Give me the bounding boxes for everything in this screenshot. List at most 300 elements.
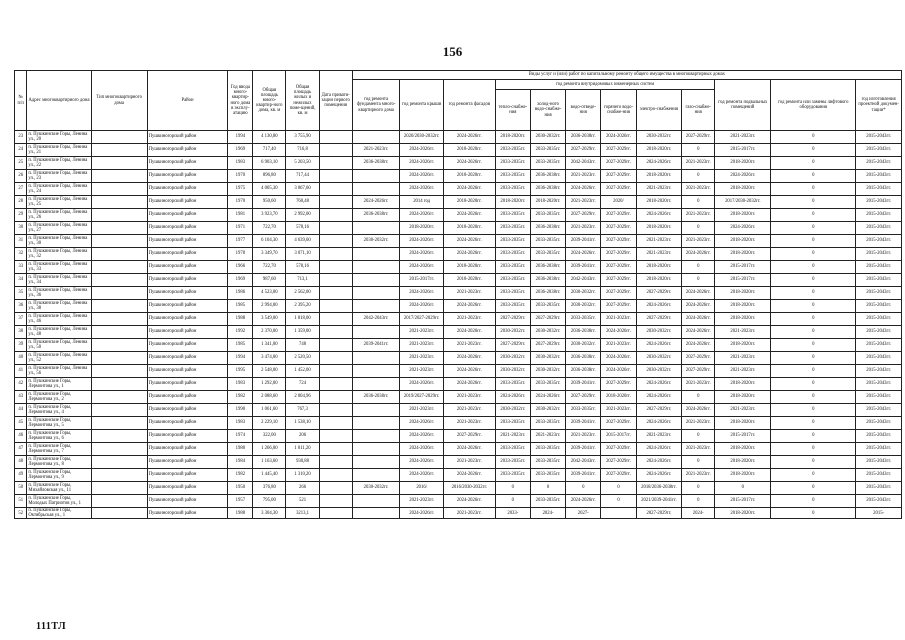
cell-facade: 2024-2026гг.	[443, 326, 495, 339]
cell-facade: 2024-2026гг.	[443, 378, 495, 391]
cell-year-built: 1985	[228, 339, 253, 352]
cell-facade: 2024-2026гг.	[443, 352, 495, 365]
cell-district: Пушкиногорский район	[147, 352, 228, 365]
cell-year-built: 1988	[228, 313, 253, 326]
cell-cold-water: 2036-2038гг.	[530, 287, 565, 300]
cell-foundation	[352, 248, 400, 261]
cell-heating: 2033-2035гг.	[495, 300, 530, 313]
cell-roof: 2021-2023гг.	[400, 365, 444, 378]
cell-foundation: 2036-2038гг.	[352, 209, 400, 222]
cell-elevator: 0	[771, 495, 856, 508]
cell-hot-water: 2027-2029гг.	[601, 287, 636, 300]
cell-address: п. Пушкинские Горы, Ленина ул., 30	[27, 235, 91, 248]
cell-num: 23	[15, 131, 27, 144]
cell-basement: 2018-2020гг.	[715, 287, 771, 300]
cell-foundation: 2030-2032гг.	[352, 235, 400, 248]
cell-design-doc: 2015-2043гг.	[856, 326, 902, 339]
cell-facade: 2018-2020гг.	[443, 222, 495, 235]
cell-living-area: 1 538,10	[286, 417, 319, 430]
table-row	[15, 482, 902, 495]
cell-sewerage: 2039-2041гг.	[566, 469, 601, 482]
cell-year-built: 1970	[228, 196, 253, 209]
cell-district: Пушкиногорский район	[147, 157, 228, 170]
cell-electricity: 2027-2029гг.	[636, 404, 682, 417]
cell-roof: 2024-2026гг.	[400, 300, 444, 313]
cell-cold-water: 2033-2035гг.	[530, 378, 565, 391]
cell-foundation	[352, 131, 400, 144]
cell-type	[91, 261, 147, 274]
cell-roof: 2024-2026гг.	[400, 157, 444, 170]
cell-total-area: 950,60	[253, 196, 286, 209]
cell-type	[91, 287, 147, 300]
cell-foundation	[352, 287, 400, 300]
cell-cold-water: 2036-2038гг.	[530, 222, 565, 235]
cell-district: Пушкиногорский район	[147, 365, 228, 378]
cell-elevator: 0	[771, 209, 856, 222]
cell-living-area: 521	[286, 495, 319, 508]
cell-electricity: 2018-2020гг.	[636, 222, 682, 235]
cell-cold-water: 2033-2035гг.	[530, 456, 565, 469]
cell-heating: 2033-2035гг.	[495, 417, 530, 430]
cell-electricity: 2021-2023гг.	[636, 430, 682, 443]
cell-electricity: 2024-2026гг.	[636, 339, 682, 352]
cell-gas: 2027-2029гг.	[682, 131, 715, 144]
cell-basement: 2015-2017гг.	[715, 144, 771, 157]
cell-elevator: 0	[771, 469, 856, 482]
cell-cold-water: 2033-2035гг.	[530, 157, 565, 170]
cell-district: Пушкиногорский район	[147, 170, 228, 183]
cell-total-area: 4 130,80	[253, 131, 286, 144]
cell-district: Пушкиногорский район	[147, 430, 228, 443]
table-row	[15, 508, 902, 519]
cell-roof: 2024-2026гг.	[400, 209, 444, 222]
cell-heating: 2018-2020гг.	[495, 196, 530, 209]
cell-cold-water: 2033-2035гг.	[530, 300, 565, 313]
cell-electricity: 2018-2020гг.	[636, 274, 682, 287]
cell-cold-water: 2033-2035гг.	[530, 209, 565, 222]
cell-foundation	[352, 404, 400, 417]
cell-year-built: 1983	[228, 378, 253, 391]
cell-total-area: 1 341,00	[253, 339, 286, 352]
cell-foundation	[352, 274, 400, 287]
cell-foundation	[352, 430, 400, 443]
cell-facade: 2027-2029гг.	[443, 430, 495, 443]
cell-sewerage: 2021-2023гг.	[566, 170, 601, 183]
col-header-district: Район	[147, 71, 228, 131]
cell-elevator: 0	[771, 196, 856, 209]
cell-heating: 2033-2035гг.	[495, 261, 530, 274]
table-row	[15, 391, 902, 404]
cell-design-doc: 2015-	[856, 508, 902, 519]
cell-roof: 2024-2026гг.	[400, 508, 444, 519]
cell-type	[91, 417, 147, 430]
cell-sewerage: 2027-	[566, 508, 601, 519]
cell-foundation	[352, 417, 400, 430]
cell-design-doc: 2015-2043гг.	[856, 300, 902, 313]
cell-privatization-date	[319, 183, 352, 196]
table-row	[15, 300, 902, 313]
cell-num: 31	[15, 235, 27, 248]
cell-gas: 2021-2023гг.	[682, 378, 715, 391]
cell-total-area: 795,00	[253, 495, 286, 508]
cell-address: п. Пушкинские Горы, Лермонтова ул., 6	[27, 430, 91, 443]
cell-design-doc: 2015-2043гг.	[856, 378, 902, 391]
table-row	[15, 339, 902, 352]
cell-heating: 0	[495, 482, 530, 495]
col-header-total-area: Общая площадь много-квартир-ного дома, кв. м	[253, 71, 286, 131]
cell-roof: 2019/2027-2029гг.	[400, 391, 444, 404]
cell-gas: 2024-2026гг.	[682, 300, 715, 313]
cell-hot-water: 2027-2029гг.	[601, 222, 636, 235]
cell-num: 42	[15, 378, 27, 391]
cell-heating: 2030-2032гг.	[495, 326, 530, 339]
cell-basement: 2018-2020гг.	[715, 417, 771, 430]
cell-facade: 2024-2026гг.	[443, 248, 495, 261]
cell-gas: 2021-2023гг.	[682, 469, 715, 482]
cell-cold-water: 2033-2035гг.	[530, 144, 565, 157]
cell-hot-water: 2027-2029гг.	[601, 248, 636, 261]
table-row	[15, 131, 902, 144]
cell-privatization-date	[319, 196, 352, 209]
cell-sewerage: 2033-2035гг.	[566, 313, 601, 326]
cell-privatization-date	[319, 495, 352, 508]
cell-design-doc: 2015-2043гг.	[856, 391, 902, 404]
cell-num: 41	[15, 365, 27, 378]
cell-num: 45	[15, 417, 27, 430]
col-header-basement: год ремонта подвальных помещений	[715, 80, 771, 131]
cell-heating: 2033-2035гг.	[495, 378, 530, 391]
cell-foundation: 2036-2038гг.	[352, 157, 400, 170]
cell-type	[91, 404, 147, 417]
cell-electricity: 2024-2026гг.	[636, 300, 682, 313]
cell-district: Пушкиногорский район	[147, 144, 228, 157]
cell-privatization-date	[319, 391, 352, 404]
cell-sewerage: 2033-2035гг.	[566, 404, 601, 417]
cell-electricity: 2021/2039-2041гг.	[636, 495, 682, 508]
cell-facade: 2021-2023гг.	[443, 508, 495, 519]
cell-district: Пушкиногорский район	[147, 222, 228, 235]
cell-facade: 2018-2020гг.	[443, 196, 495, 209]
cell-privatization-date	[319, 469, 352, 482]
cell-foundation	[352, 443, 400, 456]
cell-electricity: 2024-2026гг.	[636, 469, 682, 482]
cell-address: п. Пушкинские Горы, Лермонтова ул., 4	[27, 404, 91, 417]
footer-mark: 111ТЛ	[36, 621, 67, 632]
cell-hot-water: 2027-2029гг.	[601, 209, 636, 222]
cell-address: п. Пушкинские Горы, Ленина ул., 36	[27, 287, 91, 300]
cell-electricity: 2027-2029гг.	[636, 508, 682, 519]
cell-living-area: 3 071,10	[286, 248, 319, 261]
cell-basement: 2021-2023гг.	[715, 326, 771, 339]
cell-type	[91, 365, 147, 378]
cell-district: Пушкиногорский район	[147, 326, 228, 339]
cell-num: 25	[15, 157, 27, 170]
cell-facade: 2018-2020гг.	[443, 261, 495, 274]
cell-heating: 2033-2035гг.	[495, 183, 530, 196]
cell-year-built: 1980	[228, 443, 253, 456]
cell-foundation	[352, 183, 400, 196]
cell-elevator: 0	[771, 378, 856, 391]
cell-heating: 2027-2029гг.	[495, 313, 530, 326]
col-header-sewerage: водо-отведе-ния	[566, 90, 601, 131]
table-row	[15, 326, 902, 339]
cell-basement: 2018-2020гг.	[715, 339, 771, 352]
cell-address: п. Пушкинские Горы, Ленина ул., 56	[27, 365, 91, 378]
cell-hot-water: 2027-2029гг.	[601, 183, 636, 196]
cell-electricity: 2024-2026гг.	[636, 157, 682, 170]
cell-facade: 2021-2023гг.	[443, 404, 495, 417]
cell-num: 52	[15, 508, 27, 519]
cell-total-area: 3 349,70	[253, 248, 286, 261]
cell-design-doc: 2015-2043гг.	[856, 209, 902, 222]
cell-sewerage: 2021-2023гг.	[566, 430, 601, 443]
cell-sewerage: 2039-2041гг.	[566, 261, 601, 274]
cell-roof: 2024-2026гг.	[400, 456, 444, 469]
col-header-hot-water: горячего водо-снабже-ния	[601, 90, 636, 131]
cell-cold-water: 2027-2029гг.	[530, 339, 565, 352]
table-row	[15, 274, 902, 287]
cell-privatization-date	[319, 430, 352, 443]
col-header-facade: год ремонта фасадов	[443, 80, 495, 131]
cell-facade: 2024-2026гг.	[443, 235, 495, 248]
cell-elevator: 0	[771, 417, 856, 430]
cell-basement: 2018-2020гг.	[715, 248, 771, 261]
cell-living-area: 4 639,60	[286, 235, 319, 248]
cell-gas: 2024-2026гг.	[682, 287, 715, 300]
cell-hot-water: 2024-2026гг.	[601, 365, 636, 378]
cell-foundation	[352, 170, 400, 183]
table-row	[15, 313, 902, 326]
cell-electricity: 2024-2026гг.	[636, 391, 682, 404]
cell-type	[91, 196, 147, 209]
cell-address: п. Пушкинские Горы, Ленина ул., 26	[27, 209, 91, 222]
cell-hot-water: 2024-2026гг.	[601, 131, 636, 144]
cell-num: 51	[15, 495, 27, 508]
cell-design-doc: 2015-2043гг.	[856, 495, 902, 508]
cell-year-built: 1984	[228, 456, 253, 469]
cell-basement: 2021-2023гг.	[715, 404, 771, 417]
cell-type	[91, 183, 147, 196]
cell-privatization-date	[319, 352, 352, 365]
cell-type	[91, 482, 147, 495]
cell-basement: 2015-2017гг.	[715, 495, 771, 508]
cell-elevator: 0	[771, 443, 856, 456]
cell-type	[91, 508, 147, 519]
cell-sewerage: 2042-2043гг.	[566, 274, 601, 287]
cell-living-area: 578,16	[286, 261, 319, 274]
cell-privatization-date	[319, 313, 352, 326]
cell-electricity: 2024-2026гг.	[636, 443, 682, 456]
cell-electricity: 2030-2032гг.	[636, 352, 682, 365]
cell-elevator: 0	[771, 144, 856, 157]
cell-privatization-date	[319, 482, 352, 495]
cell-facade: 2021-2023гг.	[443, 391, 495, 404]
cell-hot-water: 2021-2023гг.	[601, 313, 636, 326]
cell-address: п. Пушкинские Горы, Ленина ул., 22	[27, 157, 91, 170]
cell-sewerage: 2030-2032гг.	[566, 287, 601, 300]
table-row	[15, 495, 902, 508]
cell-year-built: 1974	[228, 430, 253, 443]
cell-year-built: 1981	[228, 209, 253, 222]
cell-hot-water: 2027-2029гг.	[601, 170, 636, 183]
cell-foundation	[352, 222, 400, 235]
cell-hot-water: 2027-2029гг.	[601, 157, 636, 170]
cell-basement: 2018-2020гг.	[715, 469, 771, 482]
cell-num: 43	[15, 391, 27, 404]
cell-elevator: 0	[771, 404, 856, 417]
cell-heating: 2033-2035гг.	[495, 222, 530, 235]
cell-district: Пушкиногорский район	[147, 209, 228, 222]
cell-address: п. Пушкинские Горы, Ленина ул., 48	[27, 326, 91, 339]
cell-district: Пушкиногорский район	[147, 274, 228, 287]
cell-address: п. Пушкинские Горы, Лермонтова ул., 8	[27, 456, 91, 469]
cell-hot-water: 2027-2029гг.	[601, 144, 636, 157]
cell-foundation: 2030-2032гг.	[352, 482, 400, 495]
cell-district: Пушкиногорский район	[147, 417, 228, 430]
cell-basement: 2018-2020гг.	[715, 157, 771, 170]
cell-sewerage: 2039-2041гг.	[566, 378, 601, 391]
cell-num: 46	[15, 430, 27, 443]
cell-type	[91, 430, 147, 443]
cell-type	[91, 443, 147, 456]
cell-gas: 2021-2023гг.	[682, 443, 715, 456]
cell-total-area: 1 266,00	[253, 443, 286, 456]
cell-heating: 2033-	[495, 508, 530, 519]
cell-sewerage: 2036-2038гг.	[566, 131, 601, 144]
cell-address: п. Пушкинские Горы, Ленина ул., 34	[27, 274, 91, 287]
cell-heating: 2033-2035гг.	[495, 209, 530, 222]
cell-living-area: 716,8	[286, 144, 319, 157]
cell-type	[91, 495, 147, 508]
cell-foundation	[352, 261, 400, 274]
table-body	[15, 131, 902, 519]
cell-year-built: 1988	[228, 508, 253, 519]
cell-total-area: 2 370,00	[253, 326, 286, 339]
cell-year-built: 1994	[228, 131, 253, 144]
cell-sewerage: 2027-2029гг.	[566, 209, 601, 222]
table-row	[15, 365, 902, 378]
cell-electricity: 2018-2020гг.	[636, 144, 682, 157]
cell-privatization-date	[319, 157, 352, 170]
cell-hot-water: 2027-2029гг.	[601, 274, 636, 287]
cell-living-area: 1 310,20	[286, 469, 319, 482]
cell-type	[91, 456, 147, 469]
cell-roof: 2024-2026гг.	[400, 287, 444, 300]
cell-total-area: 2 548,00	[253, 365, 286, 378]
cell-year-built: 1978	[228, 248, 253, 261]
cell-cold-water: 2033-2035гг.	[530, 248, 565, 261]
cell-year-built: 1990	[228, 404, 253, 417]
cell-design-doc: 2015-2043гг.	[856, 131, 902, 144]
cell-basement: 2018-2020гг.	[715, 456, 771, 469]
cell-year-built: 1982	[228, 391, 253, 404]
cell-foundation	[352, 365, 400, 378]
cell-year-built: 1983	[228, 417, 253, 430]
cell-gas: 2024-2026гг.	[682, 404, 715, 417]
cell-address: п. Пушкинские Горы, Ленина ул., 21	[27, 144, 91, 157]
cell-year-built: 1992	[228, 326, 253, 339]
cell-elevator: 0	[771, 456, 856, 469]
cell-cold-water: 2030-2032гг.	[530, 326, 565, 339]
cell-heating: 2033-2035гг.	[495, 274, 530, 287]
cell-type	[91, 209, 147, 222]
cell-facade: 2021-2023гг.	[443, 313, 495, 326]
cell-year-built: 1970	[228, 170, 253, 183]
cell-heating: 2030-2032гг.	[495, 352, 530, 365]
cell-cold-water: 2033-2035гг.	[530, 469, 565, 482]
cell-living-area: 767,3	[286, 404, 319, 417]
cell-living-area: 930,88	[286, 456, 319, 469]
cell-gas: 0	[682, 495, 715, 508]
cell-facade: 2018-2020гг.	[443, 144, 495, 157]
cell-type	[91, 248, 147, 261]
cell-roof: 2021-2023гг.	[400, 339, 444, 352]
cell-elevator: 0	[771, 261, 856, 274]
cell-year-built: 1950	[228, 482, 253, 495]
cell-living-area: 2 992,00	[286, 209, 319, 222]
cell-district: Пушкиногорский район	[147, 391, 228, 404]
cell-foundation	[352, 495, 400, 508]
cell-cold-water: 2030-2032гг.	[530, 352, 565, 365]
cell-electricity: 2027-2029гг.	[636, 313, 682, 326]
cell-district: Пушкиногорский район	[147, 300, 228, 313]
cell-privatization-date	[319, 300, 352, 313]
cell-type	[91, 274, 147, 287]
cell-district: Пушкиногорский район	[147, 404, 228, 417]
cell-total-area: 4 523,00	[253, 287, 286, 300]
table-row	[15, 144, 902, 157]
cell-address: п. Пушкинские Горы, Ленина ул., 32	[27, 248, 91, 261]
cell-hot-water: 2024-2026гг.	[601, 326, 636, 339]
cell-elevator: 0	[771, 183, 856, 196]
cell-elevator: 0	[771, 287, 856, 300]
cell-sewerage: 2030-2032гг.	[566, 300, 601, 313]
table-row	[15, 404, 902, 417]
cell-heating: 0	[495, 495, 530, 508]
table-row	[15, 430, 902, 443]
cell-roof: 2014 год	[400, 196, 444, 209]
cell-total-area: 2 088,60	[253, 391, 286, 404]
cell-living-area: 266	[286, 482, 319, 495]
cell-address: п. Пушкинские Горы, Ленина ул., 38	[27, 300, 91, 313]
cell-electricity: 2018-2020гг.	[636, 196, 682, 209]
cell-roof: 2021-2023гг.	[400, 495, 444, 508]
cell-year-built: 1983	[228, 157, 253, 170]
cell-basement: 2015-2017гг.	[715, 430, 771, 443]
cell-gas: 2024-	[682, 508, 715, 519]
col-header-num: № п/п	[15, 71, 27, 131]
cell-basement: 2018-2020гг.	[715, 508, 771, 519]
cell-heating: 2033-2035гг.	[495, 170, 530, 183]
cell-gas: 0	[682, 274, 715, 287]
cell-sewerage: 2039-2041гг.	[566, 235, 601, 248]
cell-type	[91, 352, 147, 365]
cell-num: 28	[15, 196, 27, 209]
cell-sewerage: 2027-2029гг.	[566, 144, 601, 157]
cell-design-doc: 2015-2043гг.	[856, 352, 902, 365]
cell-hot-water: 2021-2023гг.	[601, 339, 636, 352]
cell-hot-water: 2018-2020гг.	[601, 391, 636, 404]
cell-elevator: 0	[771, 365, 856, 378]
cell-privatization-date	[319, 261, 352, 274]
col-header-elevator: год ремонта или замены лифтового оборудования	[771, 80, 856, 131]
cell-total-area: 6 903,10	[253, 157, 286, 170]
cell-cold-water: 2030-2032гг.	[530, 131, 565, 144]
cell-facade: 2024-2026гг.	[443, 495, 495, 508]
cell-basement: 2021-2023гг.	[715, 352, 771, 365]
cell-privatization-date	[319, 365, 352, 378]
cell-num: 48	[15, 456, 27, 469]
